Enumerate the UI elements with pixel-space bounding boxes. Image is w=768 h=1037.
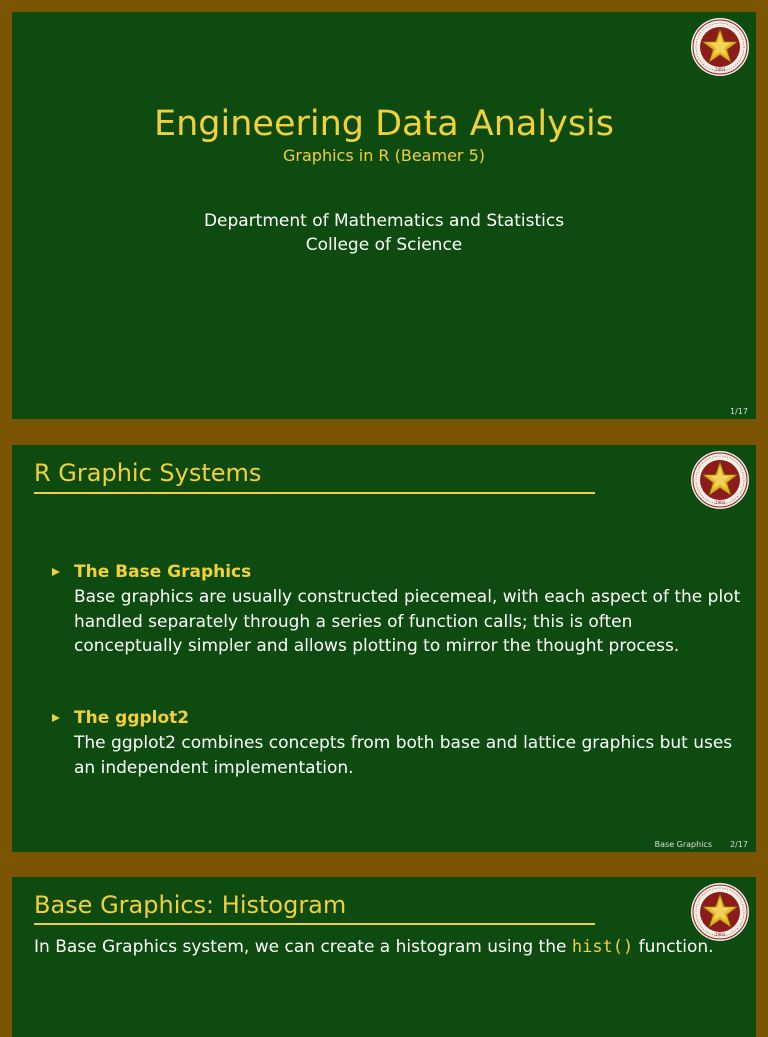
r-graphic-systems-slide [12, 445, 756, 852]
bullet-item [52, 562, 742, 659]
intro-text-before: In Base Graphics system, we can create a histogram using the [34, 937, 572, 957]
bullet-body: Base graphics are usually constructed piecemeal, with each aspect of the plot handled separately through a series of function calls; this is often conceptually simpler and allows plotting to mirror the thought process. [74, 587, 741, 656]
inline-code: hist() [571, 937, 634, 957]
bullet-body: The ggplot2 combines concepts from both base and lattice graphics but uses an independent implementation. [74, 733, 733, 778]
frame-title: R Graphic Systems [34, 459, 262, 487]
presentation-title: Engineering Data Analysis [153, 104, 615, 144]
title-slide [12, 12, 756, 419]
bullet-triangle-icon [52, 714, 60, 722]
title-underline [34, 923, 595, 925]
page-number: 2/17 [730, 840, 748, 849]
histogram-slide [12, 877, 756, 1037]
intro-text-after: function. [633, 937, 714, 957]
bullet-title: The ggplot2 [74, 708, 190, 728]
university-seal-icon [690, 17, 750, 77]
bullet-triangle-icon [52, 568, 60, 576]
frame-title: Base Graphics: Histogram [34, 891, 347, 919]
bullet-title: The Base Graphics [74, 562, 252, 582]
institute-college: College of Science [305, 235, 463, 255]
title-underline [34, 492, 595, 494]
presentation-subtitle: Graphics in R (Beamer 5) [283, 146, 485, 165]
university-seal-icon [690, 450, 750, 510]
university-seal-icon [690, 882, 750, 942]
footer-section-name: Base Graphics [654, 840, 712, 849]
bullet-item [52, 708, 742, 780]
page-number: 1/17 [730, 407, 748, 416]
institute-department: Department of Mathematics and Statistics [203, 211, 565, 231]
intro-text [34, 937, 714, 957]
